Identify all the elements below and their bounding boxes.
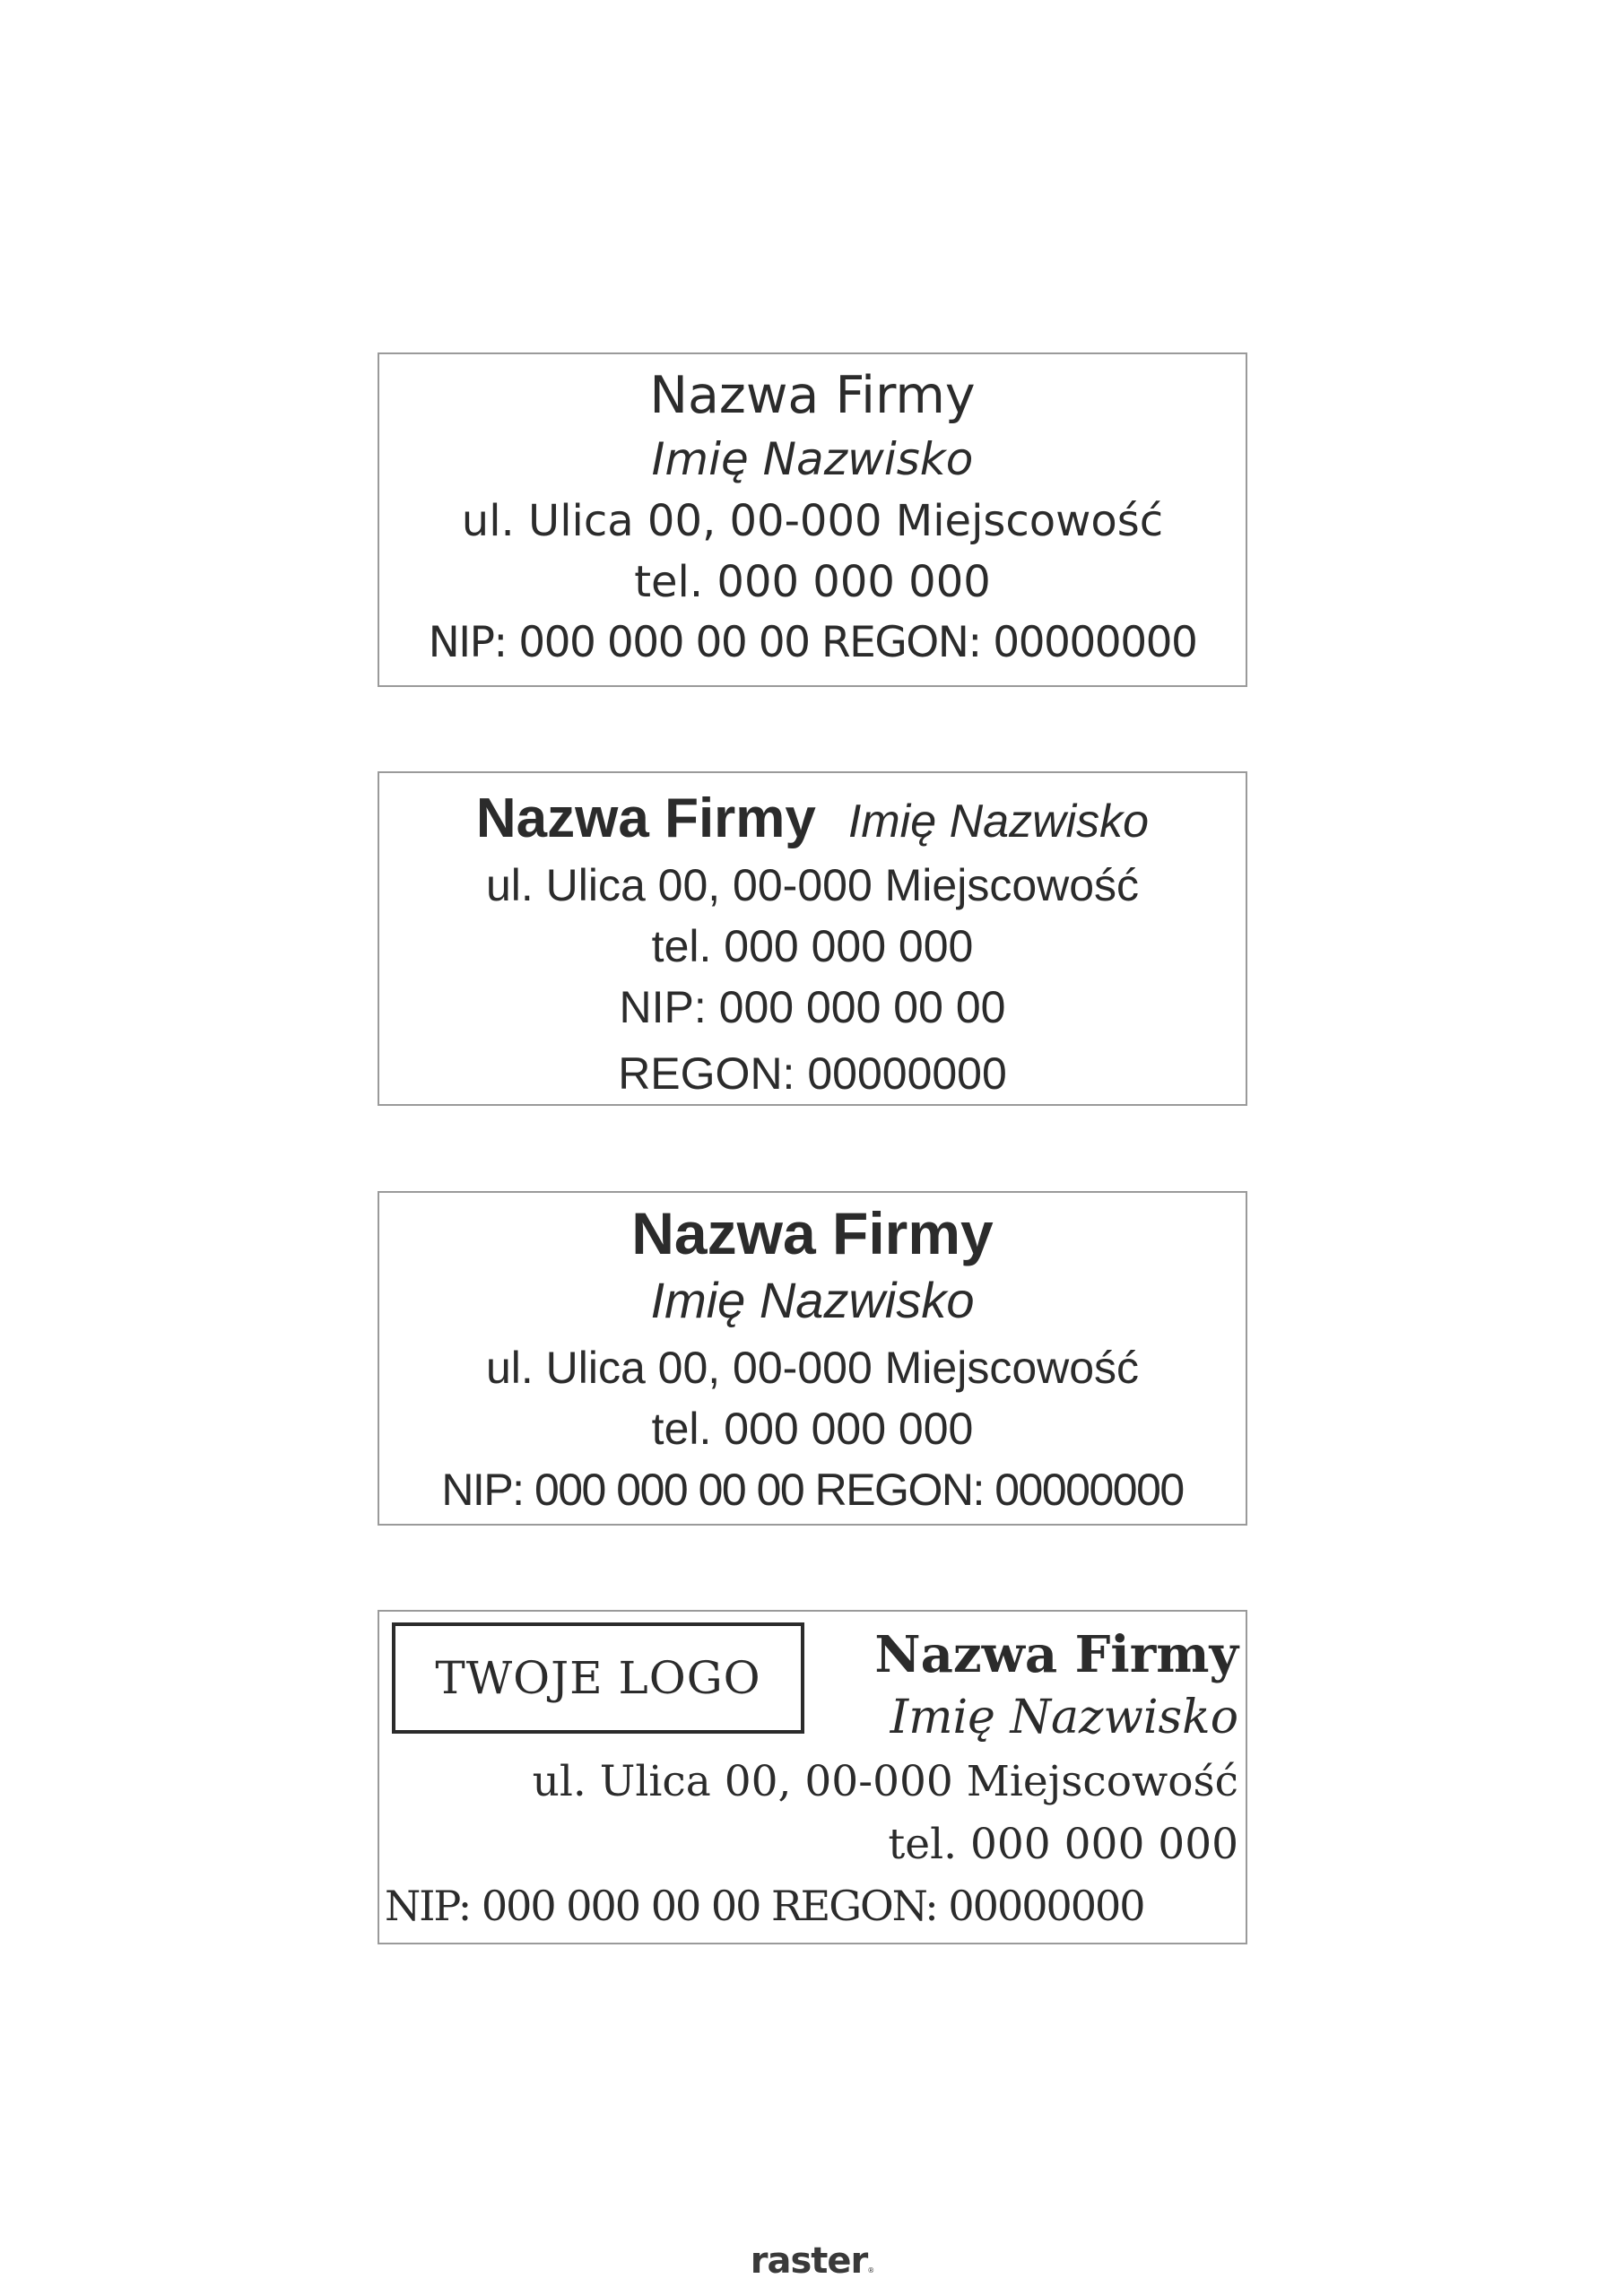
person-name: Imię Nazwisko: [847, 796, 1150, 848]
company-name: Nazwa Firmy: [631, 1200, 994, 1266]
logo-placeholder: TWOJE LOGO: [392, 1622, 804, 1734]
stamp-template-4: [378, 1610, 1247, 1944]
name-line: [379, 787, 1246, 849]
address: ul. Ulica 00, 00-000 Miejscowość: [532, 1757, 1238, 1806]
regon: REGON: 00000000: [618, 1048, 1007, 1099]
brand-logo: [0, 2240, 1624, 2282]
brand-name: raster: [750, 2240, 868, 2282]
nip: NIP: 000 000 00 00: [619, 982, 1006, 1032]
company-name: Nazwa Firmy: [874, 1625, 1238, 1684]
address: ul. Ulica 00, 00-000 Miejscowość: [485, 860, 1140, 910]
brand-trademark: ®: [867, 2266, 874, 2274]
company-name: Nazwa Firmy: [649, 366, 976, 425]
phone: tel. 000 000 000: [888, 1820, 1238, 1869]
stamp-template-3: [378, 1191, 1247, 1526]
phone: tel. 000 000 000: [651, 921, 974, 971]
person-name: Imię Nazwisko: [890, 1691, 1238, 1744]
person-name: Imię Nazwisko: [651, 433, 974, 485]
tax-ids: NIP: 000 000 00 00 REGON: 00000000: [428, 618, 1197, 667]
address: ul. Ulica 00, 00-000 Miejscowość: [485, 1343, 1140, 1393]
stamp-template-2: [378, 771, 1247, 1106]
phone: tel. 000 000 000: [651, 1404, 974, 1454]
tax-ids: NIP: 000 000 00 00 REGON: 00000000: [385, 1882, 1144, 1930]
stamp-template-1: [378, 352, 1247, 687]
person-name: Imię Nazwisko: [650, 1272, 975, 1328]
tax-ids: NIP: 000 000 00 00 REGON: 00000000: [441, 1465, 1184, 1515]
company-name: Nazwa Firmy: [475, 787, 816, 849]
phone: tel. 000 000 000: [634, 557, 991, 607]
address: ul. Ulica 00, 00-000 Miejscowość: [461, 496, 1164, 546]
